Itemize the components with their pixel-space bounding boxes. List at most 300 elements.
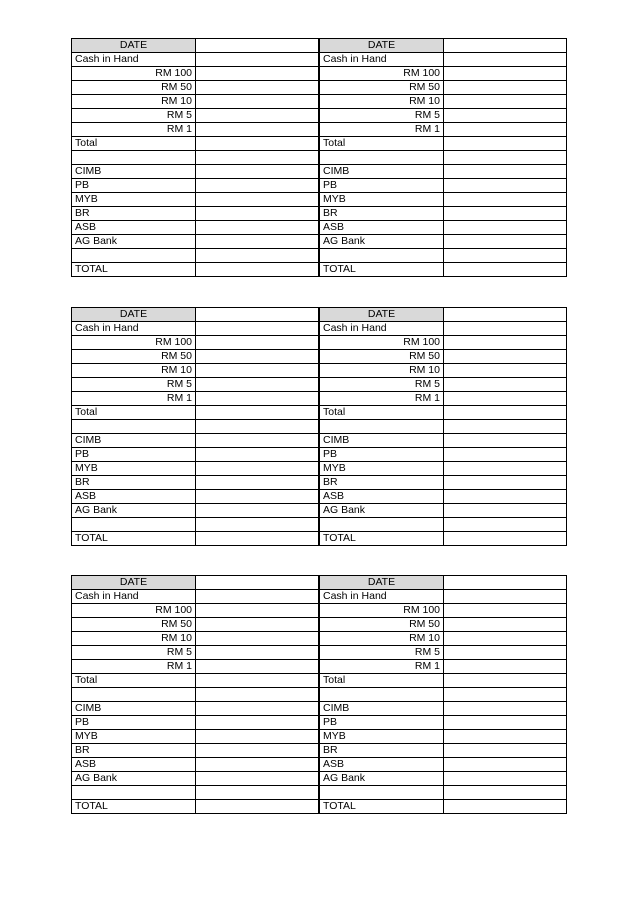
spacer-row — [72, 151, 319, 165]
bank-row — [320, 729, 567, 743]
amount-cell[interactable] — [196, 95, 319, 109]
cash-in-hand-row — [320, 53, 567, 67]
amount-cell[interactable] — [444, 123, 567, 137]
bank-label: ASB — [72, 757, 196, 771]
spacer-row — [320, 517, 567, 531]
spacer-row — [320, 688, 567, 702]
amount-cell[interactable] — [444, 688, 567, 702]
denomination-row — [72, 109, 319, 123]
bank-label: PB — [72, 715, 196, 729]
amount-cell[interactable] — [196, 517, 319, 531]
amount-cell[interactable] — [196, 604, 319, 618]
amount-cell[interactable] — [196, 576, 319, 590]
blank-cell — [72, 688, 196, 702]
bank-label: BR — [320, 206, 444, 220]
denomination-row — [72, 378, 319, 392]
denomination-label: RM 5 — [72, 646, 196, 660]
bank-label: CIMB — [320, 164, 444, 178]
spacer-row — [72, 517, 319, 531]
denomination-row — [320, 95, 567, 109]
amount-cell[interactable] — [444, 262, 567, 276]
date-row — [320, 308, 567, 322]
amount-cell[interactable] — [444, 81, 567, 95]
bank-label: BR — [320, 743, 444, 757]
amount-cell[interactable] — [196, 178, 319, 192]
cash-in-hand-row — [72, 53, 319, 67]
blank-cell — [72, 151, 196, 165]
amount-cell[interactable] — [196, 590, 319, 604]
bank-row — [320, 192, 567, 206]
denomination-label: RM 1 — [320, 660, 444, 674]
denomination-label: RM 50 — [72, 618, 196, 632]
denomination-label: RM 50 — [320, 81, 444, 95]
amount-cell[interactable] — [196, 743, 319, 757]
amount-cell[interactable] — [196, 461, 319, 475]
bank-label: AG Bank — [72, 503, 196, 517]
bank-row — [72, 164, 319, 178]
spacer-row — [72, 420, 319, 434]
denomination-row — [320, 81, 567, 95]
amount-cell[interactable] — [196, 262, 319, 276]
date-row — [72, 308, 319, 322]
bank-label: MYB — [320, 461, 444, 475]
denomination-label: RM 10 — [320, 95, 444, 109]
amount-cell[interactable] — [196, 336, 319, 350]
denomination-row — [72, 95, 319, 109]
cash-sheet-3 — [71, 307, 319, 546]
amount-cell[interactable] — [444, 475, 567, 489]
bank-label: CIMB — [320, 701, 444, 715]
date-row — [72, 39, 319, 53]
cash-in-hand-label: Cash in Hand — [320, 322, 444, 336]
cash-in-hand-label: Cash in Hand — [72, 53, 196, 67]
denomination-row — [320, 67, 567, 81]
total-label: Total — [72, 137, 196, 151]
amount-cell[interactable] — [196, 757, 319, 771]
amount-cell[interactable] — [444, 646, 567, 660]
grand-total-row — [320, 262, 567, 276]
denomination-row — [320, 604, 567, 618]
amount-cell[interactable] — [444, 234, 567, 248]
bank-label: AG Bank — [320, 503, 444, 517]
amount-cell[interactable] — [196, 701, 319, 715]
amount-cell[interactable] — [196, 392, 319, 406]
spacer-row — [72, 248, 319, 262]
amount-cell[interactable] — [444, 420, 567, 434]
amount-cell[interactable] — [444, 503, 567, 517]
amount-cell[interactable] — [196, 433, 319, 447]
blank-cell — [320, 248, 444, 262]
amount-cell[interactable] — [444, 660, 567, 674]
blank-cell — [72, 785, 196, 799]
bank-label: PB — [72, 447, 196, 461]
amount-cell[interactable] — [444, 674, 567, 688]
bank-row — [72, 192, 319, 206]
bank-row — [320, 234, 567, 248]
bank-row — [320, 757, 567, 771]
amount-cell[interactable] — [196, 39, 319, 53]
bank-label: AG Bank — [320, 234, 444, 248]
amount-cell[interactable] — [444, 447, 567, 461]
amount-cell[interactable] — [196, 248, 319, 262]
denomination-label: RM 10 — [320, 632, 444, 646]
total-label: Total — [320, 674, 444, 688]
denomination-label: RM 50 — [72, 350, 196, 364]
denomination-label: RM 5 — [72, 378, 196, 392]
amount-cell[interactable] — [196, 489, 319, 503]
amount-cell[interactable] — [444, 322, 567, 336]
spacer-row — [320, 248, 567, 262]
amount-cell[interactable] — [444, 350, 567, 364]
denomination-label: RM 5 — [320, 646, 444, 660]
amount-cell[interactable] — [196, 220, 319, 234]
grand-total-row — [72, 799, 319, 813]
spacer-row — [320, 420, 567, 434]
denomination-label: RM 100 — [72, 67, 196, 81]
amount-cell[interactable] — [444, 799, 567, 813]
grand-total-label: TOTAL — [320, 262, 444, 276]
amount-cell[interactable] — [196, 531, 319, 545]
cash-sheet-5 — [71, 575, 319, 814]
amount-cell[interactable] — [196, 715, 319, 729]
grand-total-row — [320, 799, 567, 813]
amount-cell[interactable] — [196, 688, 319, 702]
amount-cell[interactable] — [196, 322, 319, 336]
bank-row — [72, 503, 319, 517]
amount-cell[interactable] — [444, 392, 567, 406]
cash-in-hand-label: Cash in Hand — [320, 590, 444, 604]
bank-label: MYB — [320, 192, 444, 206]
denomination-label: RM 10 — [72, 95, 196, 109]
amount-cell[interactable] — [196, 234, 319, 248]
amount-cell[interactable] — [196, 660, 319, 674]
bank-label: MYB — [72, 461, 196, 475]
bank-row — [72, 220, 319, 234]
amount-cell[interactable] — [444, 715, 567, 729]
bank-row — [320, 503, 567, 517]
cash-in-hand-label: Cash in Hand — [72, 590, 196, 604]
amount-cell[interactable] — [196, 67, 319, 81]
amount-cell[interactable] — [196, 799, 319, 813]
denomination-label: RM 5 — [320, 109, 444, 123]
denomination-row — [72, 618, 319, 632]
amount-cell[interactable] — [444, 336, 567, 350]
spacer-row — [72, 785, 319, 799]
amount-cell[interactable] — [444, 308, 567, 322]
denomination-label: RM 1 — [320, 392, 444, 406]
bank-label: CIMB — [72, 164, 196, 178]
blank-cell — [320, 517, 444, 531]
denomination-row — [320, 618, 567, 632]
bank-row — [320, 475, 567, 489]
amount-cell[interactable] — [196, 81, 319, 95]
total-row — [72, 406, 319, 420]
amount-cell[interactable] — [444, 53, 567, 67]
amount-cell[interactable] — [444, 248, 567, 262]
date-label: DATE — [320, 308, 444, 322]
amount-cell[interactable] — [196, 646, 319, 660]
bank-label: CIMB — [72, 433, 196, 447]
amount-cell[interactable] — [444, 729, 567, 743]
cash-sheet-6 — [319, 575, 567, 814]
denomination-row — [320, 660, 567, 674]
bank-row — [72, 234, 319, 248]
amount-cell[interactable] — [444, 785, 567, 799]
denomination-row — [320, 646, 567, 660]
amount-cell[interactable] — [196, 406, 319, 420]
denomination-row — [72, 350, 319, 364]
denomination-row — [320, 378, 567, 392]
denomination-row — [72, 632, 319, 646]
amount-cell[interactable] — [444, 220, 567, 234]
amount-cell[interactable] — [444, 632, 567, 646]
denomination-label: RM 100 — [72, 604, 196, 618]
date-row — [320, 39, 567, 53]
blank-cell — [72, 517, 196, 531]
amount-cell[interactable] — [444, 192, 567, 206]
bank-row — [320, 489, 567, 503]
bank-row — [320, 701, 567, 715]
denomination-row — [320, 350, 567, 364]
grand-total-label: TOTAL — [320, 531, 444, 545]
spacer-row — [320, 785, 567, 799]
amount-cell[interactable] — [444, 406, 567, 420]
amount-cell[interactable] — [196, 420, 319, 434]
amount-cell[interactable] — [196, 164, 319, 178]
bank-label: BR — [320, 475, 444, 489]
bank-label: ASB — [320, 489, 444, 503]
bank-label: AG Bank — [72, 234, 196, 248]
total-row — [320, 137, 567, 151]
amount-cell[interactable] — [444, 618, 567, 632]
denomination-row — [72, 604, 319, 618]
bank-label: AG Bank — [320, 771, 444, 785]
amount-cell[interactable] — [196, 447, 319, 461]
bank-row — [320, 178, 567, 192]
bank-label: ASB — [320, 757, 444, 771]
bank-label: BR — [72, 475, 196, 489]
amount-cell[interactable] — [444, 137, 567, 151]
amount-cell[interactable] — [196, 771, 319, 785]
blank-cell — [72, 248, 196, 262]
amount-cell[interactable] — [444, 206, 567, 220]
amount-cell[interactable] — [196, 674, 319, 688]
denomination-row — [72, 67, 319, 81]
bank-label: PB — [72, 178, 196, 192]
amount-cell[interactable] — [444, 701, 567, 715]
total-label: Total — [320, 137, 444, 151]
bank-row — [320, 206, 567, 220]
amount-cell[interactable] — [444, 461, 567, 475]
denomination-row — [72, 646, 319, 660]
bank-row — [320, 715, 567, 729]
amount-cell[interactable] — [444, 95, 567, 109]
denomination-label: RM 10 — [72, 632, 196, 646]
bank-label: BR — [72, 206, 196, 220]
grand-total-label: TOTAL — [72, 262, 196, 276]
cash-in-hand-label: Cash in Hand — [72, 322, 196, 336]
denomination-row — [72, 364, 319, 378]
denomination-row — [320, 364, 567, 378]
cash-sheet-1 — [71, 38, 319, 277]
bank-row — [320, 461, 567, 475]
amount-cell[interactable] — [444, 433, 567, 447]
bank-label: MYB — [72, 192, 196, 206]
denomination-label: RM 1 — [72, 392, 196, 406]
cash-in-hand-row — [320, 322, 567, 336]
bank-label: MYB — [320, 729, 444, 743]
bank-label: PB — [320, 715, 444, 729]
denomination-label: RM 100 — [72, 336, 196, 350]
amount-cell[interactable] — [444, 743, 567, 757]
amount-cell[interactable] — [444, 151, 567, 165]
total-label: Total — [72, 406, 196, 420]
bank-label: CIMB — [72, 701, 196, 715]
denomination-label: RM 100 — [320, 67, 444, 81]
bank-row — [72, 475, 319, 489]
bank-label: BR — [72, 743, 196, 757]
denomination-row — [320, 632, 567, 646]
bank-row — [72, 757, 319, 771]
amount-cell[interactable] — [196, 364, 319, 378]
bank-row — [72, 715, 319, 729]
bank-row — [320, 164, 567, 178]
amount-cell[interactable] — [444, 517, 567, 531]
bank-row — [320, 447, 567, 461]
cash-sheet-4 — [319, 307, 567, 546]
amount-cell[interactable] — [196, 109, 319, 123]
bank-row — [72, 461, 319, 475]
grand-total-row — [72, 262, 319, 276]
bank-row — [320, 220, 567, 234]
amount-cell[interactable] — [444, 178, 567, 192]
amount-cell[interactable] — [444, 576, 567, 590]
blank-cell — [320, 785, 444, 799]
bank-row — [72, 178, 319, 192]
cash-in-hand-row — [72, 590, 319, 604]
bank-row — [72, 729, 319, 743]
amount-cell[interactable] — [444, 757, 567, 771]
amount-cell[interactable] — [444, 109, 567, 123]
amount-cell[interactable] — [444, 489, 567, 503]
cash-in-hand-label: Cash in Hand — [320, 53, 444, 67]
denomination-row — [320, 336, 567, 350]
bank-label: CIMB — [320, 433, 444, 447]
denomination-label: RM 5 — [320, 378, 444, 392]
amount-cell[interactable] — [196, 618, 319, 632]
denomination-row — [72, 660, 319, 674]
bank-label: PB — [320, 178, 444, 192]
bank-row — [320, 771, 567, 785]
denomination-label: RM 50 — [320, 350, 444, 364]
denomination-label: RM 1 — [72, 123, 196, 137]
grand-total-label: TOTAL — [72, 531, 196, 545]
cash-in-hand-row — [72, 322, 319, 336]
date-row — [72, 576, 319, 590]
bank-row — [72, 447, 319, 461]
denomination-label: RM 10 — [320, 364, 444, 378]
denomination-row — [320, 109, 567, 123]
grand-total-row — [72, 531, 319, 545]
amount-cell[interactable] — [444, 378, 567, 392]
denomination-label: RM 10 — [72, 364, 196, 378]
denomination-label: RM 50 — [72, 81, 196, 95]
bank-row — [72, 489, 319, 503]
amount-cell[interactable] — [196, 632, 319, 646]
amount-cell[interactable] — [196, 151, 319, 165]
cash-in-hand-row — [320, 590, 567, 604]
total-row — [72, 674, 319, 688]
blank-cell — [320, 420, 444, 434]
bank-label: MYB — [72, 729, 196, 743]
total-row — [320, 406, 567, 420]
amount-cell[interactable] — [444, 771, 567, 785]
amount-cell[interactable] — [196, 123, 319, 137]
bank-row — [72, 743, 319, 757]
denomination-label: RM 50 — [320, 618, 444, 632]
bank-row — [72, 771, 319, 785]
grand-total-label: TOTAL — [320, 799, 444, 813]
total-row — [72, 137, 319, 151]
denomination-row — [72, 392, 319, 406]
bank-label: ASB — [320, 220, 444, 234]
denomination-label: RM 100 — [320, 604, 444, 618]
bank-label: ASB — [72, 489, 196, 503]
amount-cell[interactable] — [196, 475, 319, 489]
grand-total-label: TOTAL — [72, 799, 196, 813]
amount-cell[interactable] — [444, 590, 567, 604]
amount-cell[interactable] — [196, 192, 319, 206]
date-label: DATE — [72, 308, 196, 322]
amount-cell[interactable] — [196, 785, 319, 799]
denomination-row — [72, 336, 319, 350]
bank-label: AG Bank — [72, 771, 196, 785]
date-label: DATE — [320, 39, 444, 53]
denomination-row — [320, 392, 567, 406]
date-label: DATE — [72, 576, 196, 590]
bank-label: PB — [320, 447, 444, 461]
amount-cell[interactable] — [196, 350, 319, 364]
amount-cell[interactable] — [444, 364, 567, 378]
amount-cell[interactable] — [196, 378, 319, 392]
amount-cell[interactable] — [444, 39, 567, 53]
date-row — [320, 576, 567, 590]
bank-row — [72, 433, 319, 447]
amount-cell[interactable] — [196, 308, 319, 322]
cash-sheet-2 — [319, 38, 567, 277]
blank-cell — [320, 688, 444, 702]
bank-row — [320, 433, 567, 447]
denomination-label: RM 5 — [72, 109, 196, 123]
amount-cell[interactable] — [444, 164, 567, 178]
denomination-row — [72, 123, 319, 137]
total-label: Total — [72, 674, 196, 688]
spacer-row — [320, 151, 567, 165]
amount-cell[interactable] — [196, 206, 319, 220]
amount-cell[interactable] — [444, 67, 567, 81]
total-label: Total — [320, 406, 444, 420]
amount-cell[interactable] — [196, 137, 319, 151]
amount-cell[interactable] — [196, 53, 319, 67]
date-label: DATE — [72, 39, 196, 53]
bank-label: ASB — [72, 220, 196, 234]
total-row — [320, 674, 567, 688]
grand-total-row — [320, 531, 567, 545]
amount-cell[interactable] — [196, 503, 319, 517]
amount-cell[interactable] — [444, 604, 567, 618]
amount-cell[interactable] — [196, 729, 319, 743]
amount-cell[interactable] — [444, 531, 567, 545]
